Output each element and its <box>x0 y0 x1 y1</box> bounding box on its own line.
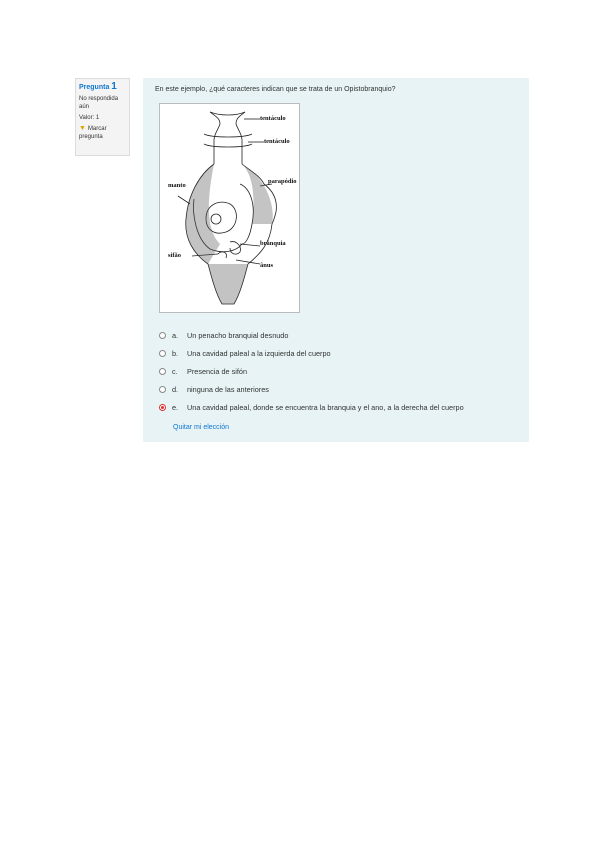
question-value: Valor: 1 <box>79 115 100 121</box>
question-info-panel <box>75 78 130 156</box>
flag-question-label: Marcar pregunta <box>79 126 107 140</box>
sea-slug-figure <box>159 103 300 313</box>
flag-question-link[interactable] <box>79 125 126 141</box>
option-text: Un penacho branquial desnudo <box>187 331 289 340</box>
flag-icon: ▼ <box>79 125 86 132</box>
option-letter: c. <box>172 367 178 376</box>
option-text: Una cavidad paleal a la izquierda del cuerpo <box>187 349 331 358</box>
radio-button[interactable] <box>159 368 166 375</box>
clear-choice-link[interactable]: Quitar mi elección <box>173 424 230 431</box>
question-number <box>79 83 126 92</box>
question-number-value: 1 <box>111 81 117 92</box>
option-letter: e. <box>172 403 179 412</box>
label-sifao: sifão <box>168 252 181 259</box>
radio-button[interactable] <box>159 386 166 393</box>
option-letter: d. <box>172 385 179 394</box>
label-manto: manto <box>168 182 186 189</box>
sea-slug-drawing <box>160 104 301 314</box>
option-text: Una cavidad paleal, donde se encuentra la branquia y el ano, a la derecha del cuerpo <box>187 403 464 412</box>
question-content <box>143 78 529 442</box>
label-branquia: brânquia <box>260 240 286 247</box>
option-text: ninguna de las anteriores <box>187 385 269 394</box>
radio-button-selected[interactable] <box>159 404 166 411</box>
option-letter: b. <box>172 349 179 358</box>
label-parapodio: parapódio <box>268 178 297 185</box>
radio-button[interactable] <box>159 332 166 339</box>
label-tentaculo-1: tentáculo <box>260 115 286 122</box>
label-anus: ânus <box>260 262 274 269</box>
label-tentaculo-2: tentáculo <box>264 138 290 145</box>
question-text: En este ejemplo, ¿qué caracteres indican que se trata de un Opistobranquio? <box>155 86 396 93</box>
option-letter: a. <box>172 331 179 340</box>
question-label: Pregunta <box>79 84 110 91</box>
question-status: No respondida aún <box>79 96 119 110</box>
option-text: Presencia de sifón <box>187 367 248 376</box>
radio-button[interactable] <box>159 350 166 357</box>
